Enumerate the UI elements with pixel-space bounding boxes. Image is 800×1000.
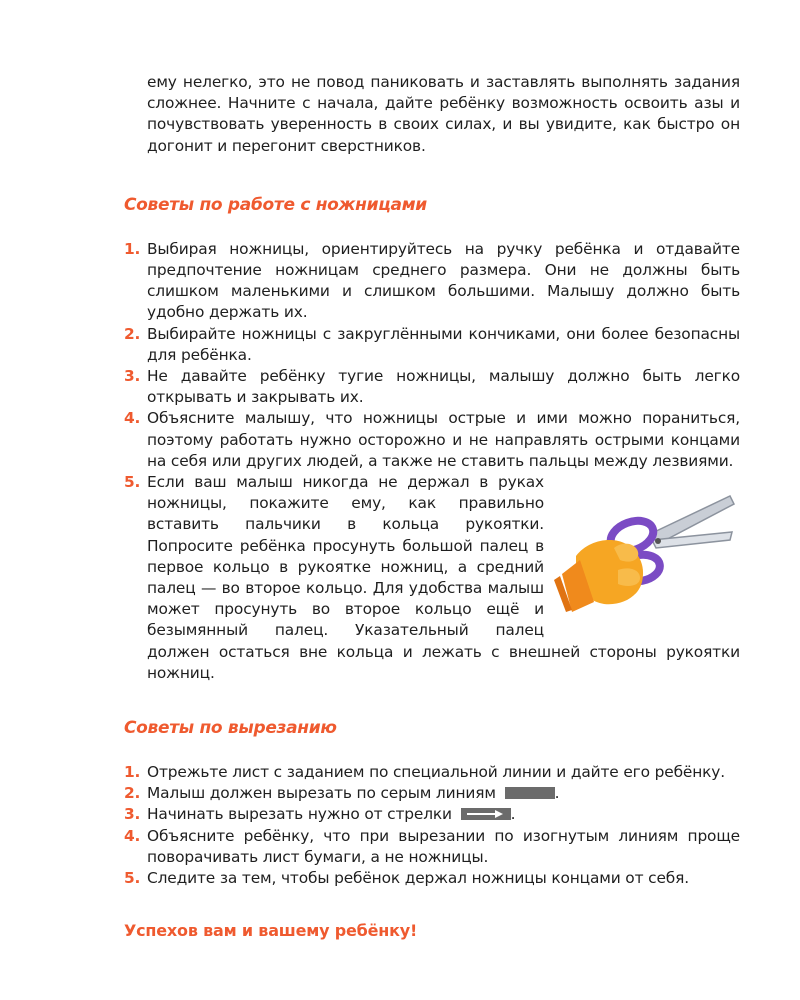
list-item-text: Объясните ребёнку, что при вырезании по изогнутым линиям проще поворачивать лист бумаги, а не ножницы. <box>147 826 740 866</box>
list-item <box>124 804 740 825</box>
list-number: 4. <box>124 826 141 845</box>
list-number: 2. <box>124 324 141 343</box>
hand-scissors-illustration <box>554 474 740 624</box>
list-item <box>124 366 740 408</box>
list-item-text: Объясните малышу, что ножницы острые и ими можно пораниться, поэтому работать нужно осторожно и не направлять острыми концами на себя или других людей, а также не ставить пальцы между лезвиями. <box>147 409 740 470</box>
gray-line-swatch-icon <box>505 787 555 799</box>
list-item-suffix: . <box>554 784 560 803</box>
start-arrow-icon <box>461 808 511 820</box>
hand-scissors-icon <box>554 474 740 624</box>
list-number: 5. <box>124 473 141 492</box>
list-item <box>124 783 740 804</box>
list-number: 3. <box>124 805 141 824</box>
list-number: 3. <box>124 367 141 386</box>
list-item-text: Малыш должен вырезать по серым линиям <box>147 784 496 803</box>
list-item-text: Начинать вырезать нужно от стрелки <box>147 805 452 824</box>
list-number: 4. <box>124 409 141 428</box>
list-item <box>124 324 740 366</box>
list-item <box>124 762 740 783</box>
closing-message: Успехов вам и вашему ребёнку! <box>124 921 418 941</box>
page-content <box>124 72 740 940</box>
list-number: 1. <box>124 763 141 782</box>
list-item <box>124 239 740 324</box>
list-item-text: Не давайте ребёнку тугие ножницы, малышу должно быть легко открывать и закрывать их. <box>147 367 740 407</box>
list-item-text: Выбирайте ножницы с закруглёнными кончиками, они более безопасны для ребёнка. <box>147 324 740 364</box>
section-title-cutting: Советы по вырезанию <box>124 718 337 739</box>
intro-paragraph: ему нелегко, это не повод паниковать и заставлять выполнять задания сложнее. Начните с начала, дайте ребёнку возможность освоить азы и почувствовать уверенность в своих силах, и вы увидите, как быстро он догонит и перегонит сверстников. <box>147 73 740 155</box>
list-number: 5. <box>124 869 141 888</box>
list-number: 1. <box>124 239 141 258</box>
list-number: 2. <box>124 784 141 803</box>
list-item <box>124 868 740 889</box>
list-item-text: Отрежьте лист с заданием по специальной линии и дайте его ребёнку. <box>147 763 725 782</box>
cutting-tips-list <box>124 762 740 889</box>
list-item-suffix: . <box>510 805 516 824</box>
list-item <box>124 826 740 868</box>
section-title-scissors: Советы по работе с ножницами <box>124 194 427 215</box>
list-item <box>124 472 740 684</box>
scissors-tips-list <box>124 239 740 684</box>
list-item-text: Выбирая ножницы, ориентируйтесь на ручку ребёнка и отдавайте предпочтение ножницам среднего размера. Они не должны быть слишком маленькими и слишком большими. Малышу должно быть удобно держать их. <box>147 239 740 322</box>
list-item <box>124 408 740 472</box>
list-item-text: Следите за тем, чтобы ребёнок держал ножницы концами от себя. <box>147 869 689 888</box>
list-item-text: Если ваш малыш никогда не держал в руках ножницы, покажите ему, как правильно вставить пальчики в кольца рукоятки. Попросите ребёнка просунуть большой палец в первое кольцо в рукоятке ножниц, а средний палец — во второе кольцо. Для удобства малыш может просунуть во второе кольцо ещё и безымянный палец. Указательный палец должен остаться вне кольца и лежать с внешней стороны рукоятки ножниц. <box>147 473 740 682</box>
